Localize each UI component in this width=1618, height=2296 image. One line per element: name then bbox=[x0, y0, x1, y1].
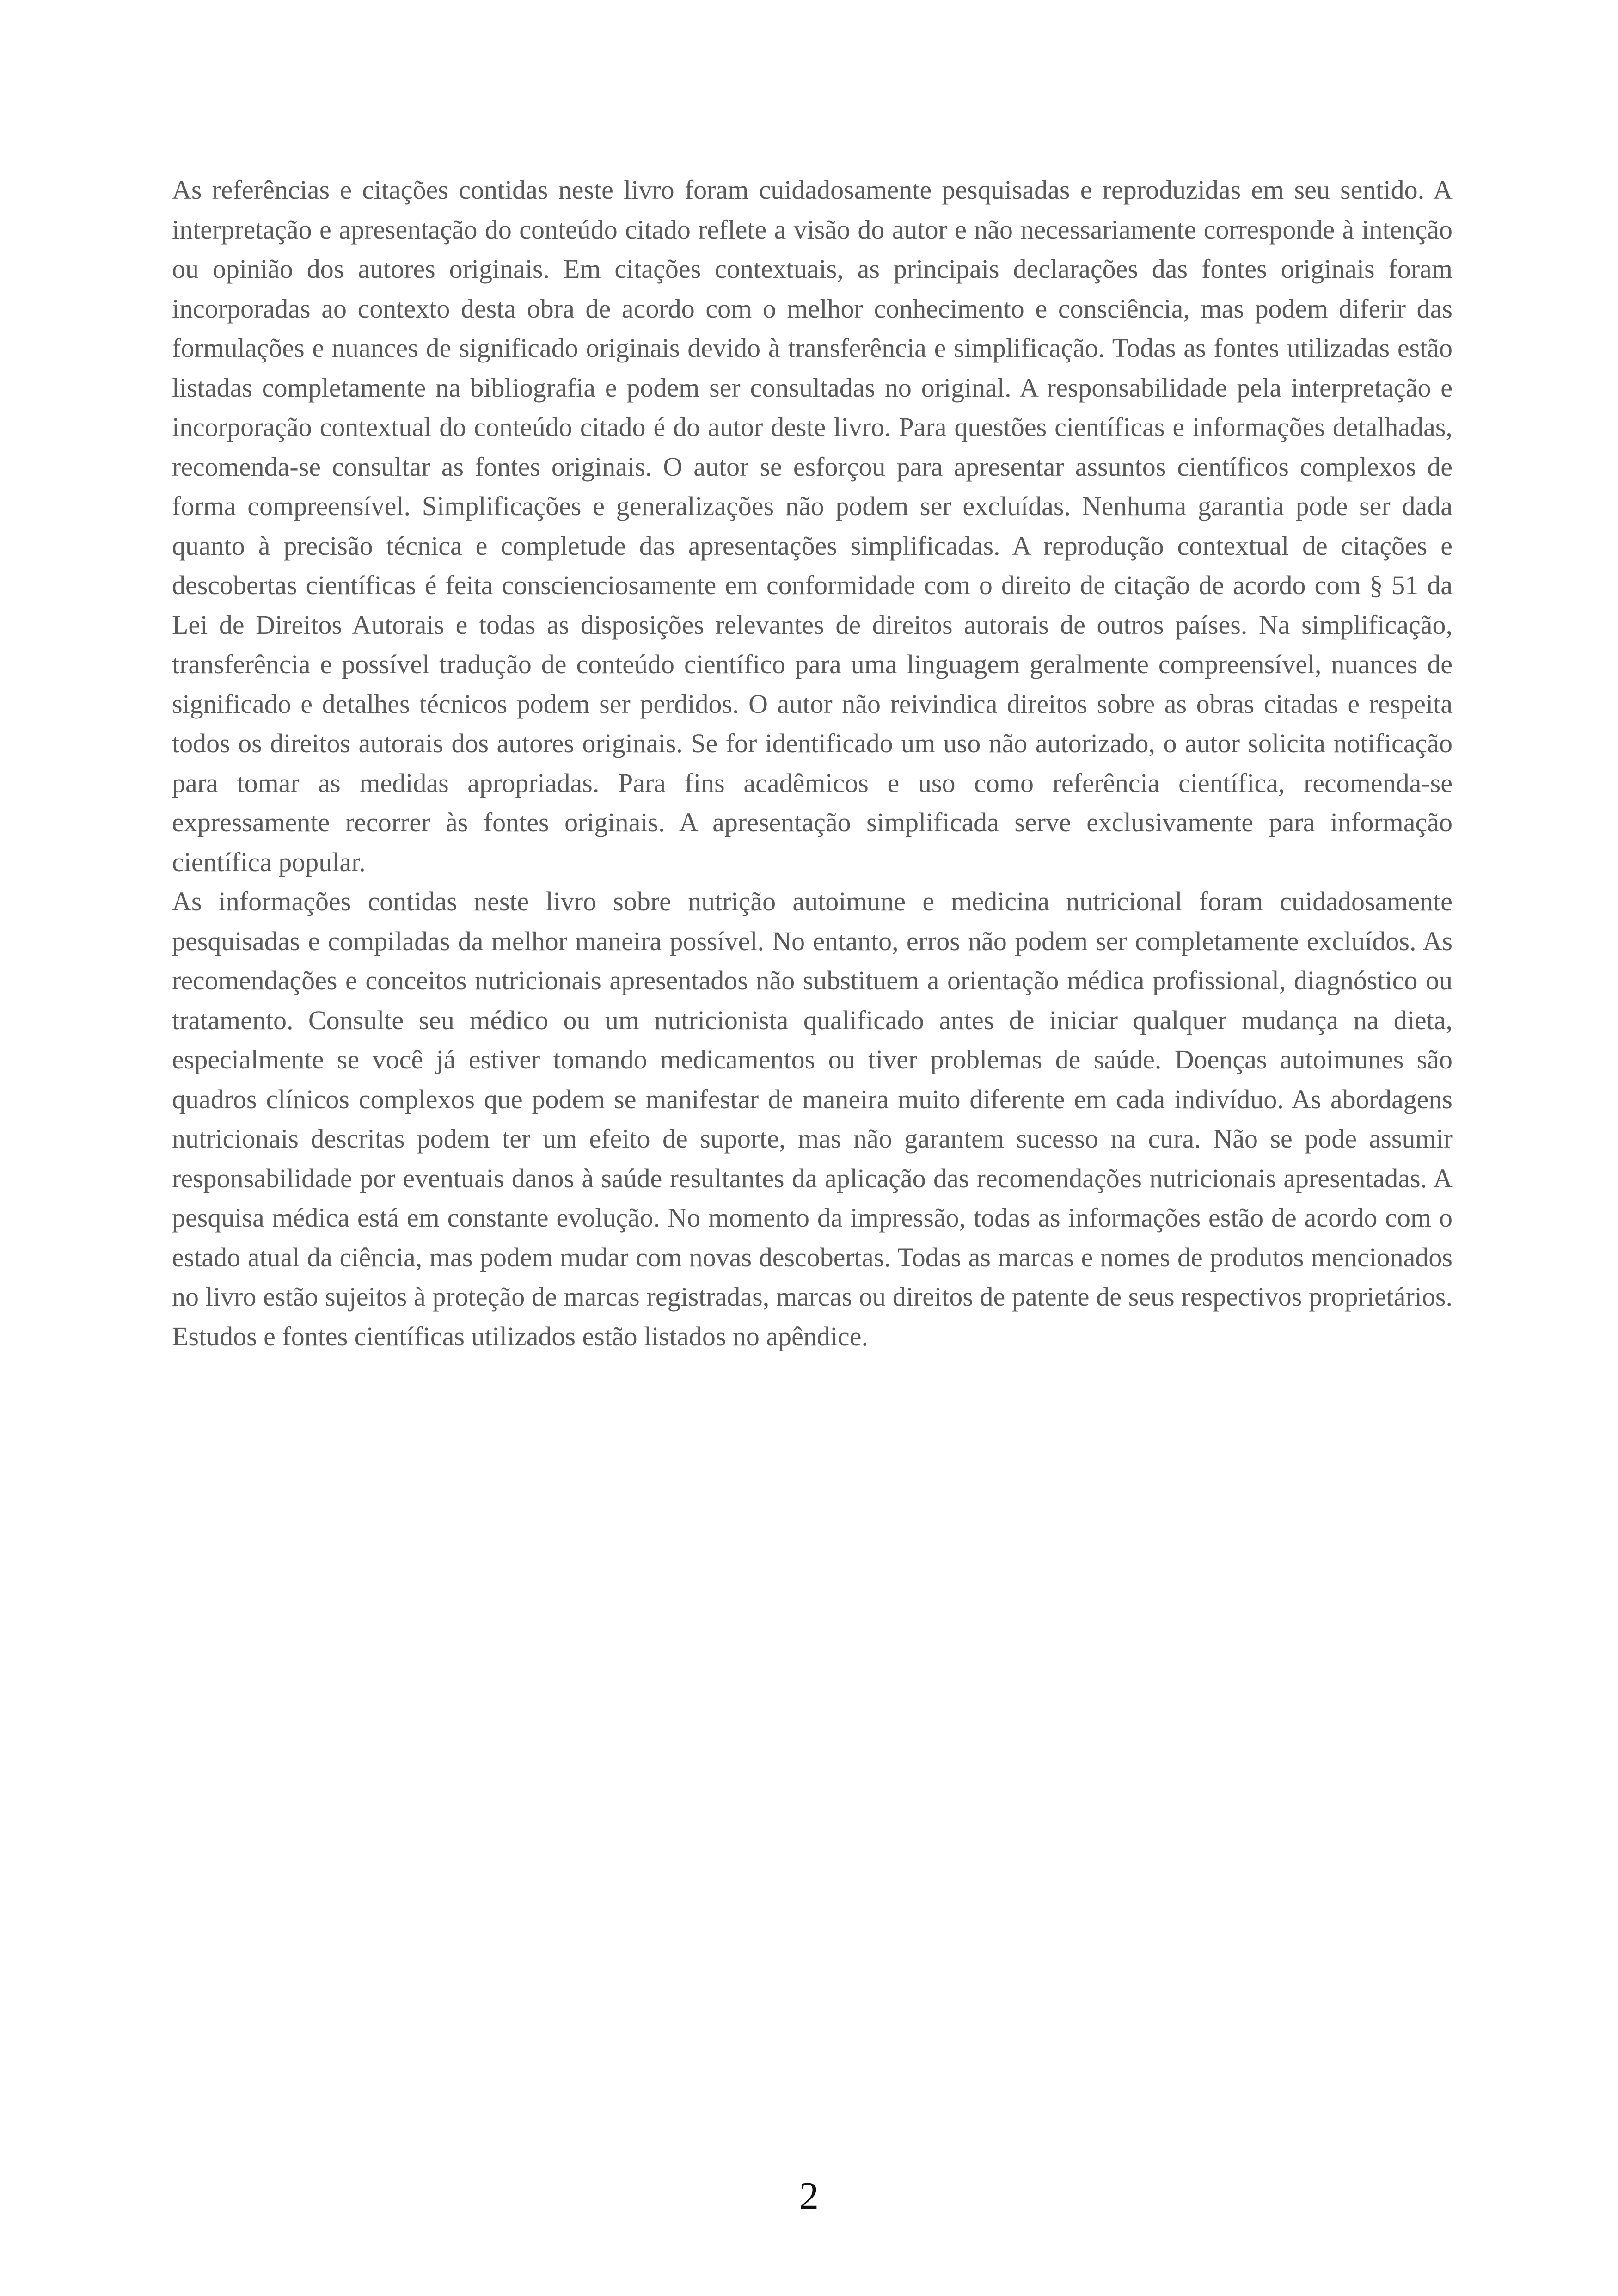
page-number: 2 bbox=[799, 2174, 819, 2217]
medical-disclaimer-paragraph: As informações contidas neste livro sobre nutrição autoimune e medicina nutricional foram cuidadosamente pesquisadas e compiladas da melhor maneira possível. No entanto, erros não podem ser completamente excluídos. As recomendações e conceitos nutricionais apresentados não substituem a orientação médica profissional, diagnóstico ou tratamento. Consulte seu médico ou um nutricionista qualificado antes de iniciar qualquer mudança na dieta, especialmente se você já estiver tomando medicamentos ou tiver problemas de saúde. Doenças autoimunes são quadros clínicos complexos que podem se manifestar de maneira muito diferente em cada indivíduo. As abordagens nutricionais descritas podem ter um efeito de suporte, mas não garantem sucesso na cura. Não se pode assumir responsabilidade por eventuais danos à saúde resultantes da aplicação das recomendações nutricionais apresentadas. A pesquisa médica está em constante evolução. No momento da impressão, todas as informações estão de acordo com o estado atual da ciência, mas podem mudar com novas descobertas. Todas as marcas e nomes de produtos mencionados no livro estão sujeitos à proteção de marcas registradas, marcas ou direitos de patente de seus respectivos proprietários. Estudos e fontes científicas utilizados estão listados no apêndice. bbox=[172, 886, 1453, 1351]
disclaimer-text bbox=[172, 170, 1453, 1356]
references-disclaimer-paragraph: As referências e citações contidas neste livro foram cuidadosamente pesquisadas e reproduzidas em seu sentido. A interpretação e apresentação do conteúdo citado reflete a visão do autor e não necessariamente corresponde à intenção ou opinião dos autores originais. Em citações contextuais, as principais declarações das fontes originais foram incorporadas ao contexto desta obra de acordo com o melhor conhecimento e consciência, mas podem diferir das formulações e nuances de significado originais devido à transferência e simplificação. Todas as fontes utilizadas estão listadas completamente na bibliografia e podem ser consultadas no original. A responsabilidade pela interpretação e incorporação contextual do conteúdo citado é do autor deste livro. Para questões científicas e informações detalhadas, recomenda-se consultar as fontes originais. O autor se esforçou para apresentar assuntos científicos complexos de forma compreensível. Simplificações e generalizações não podem ser excluídas. Nenhuma garantia pode ser dada quanto à precisão técnica e completude das apresentações simplificadas. A reprodução contextual de citações e descobertas científicas é feita conscienciosamente em conformidade com o direito de citação de acordo com § 51 da Lei de Direitos Autorais e todas as disposições relevantes de direitos autorais de outros países. Na simplificação, transferência e possível tradução de conteúdo científico para uma linguagem geralmente compreensível, nuances de significado e detalhes técnicos podem ser perdidos. O autor não reivindica direitos sobre as obras citadas e respeita todos os direitos autorais dos autores originais. Se for identificado um uso não autorizado, o autor solicita notificação para tomar as medidas apropriadas. Para fins acadêmicos e uso como referência científica, recomenda-se expressamente recorrer às fontes originais. A apresentação simplificada serve exclusivamente para informação científica popular. bbox=[172, 175, 1453, 877]
